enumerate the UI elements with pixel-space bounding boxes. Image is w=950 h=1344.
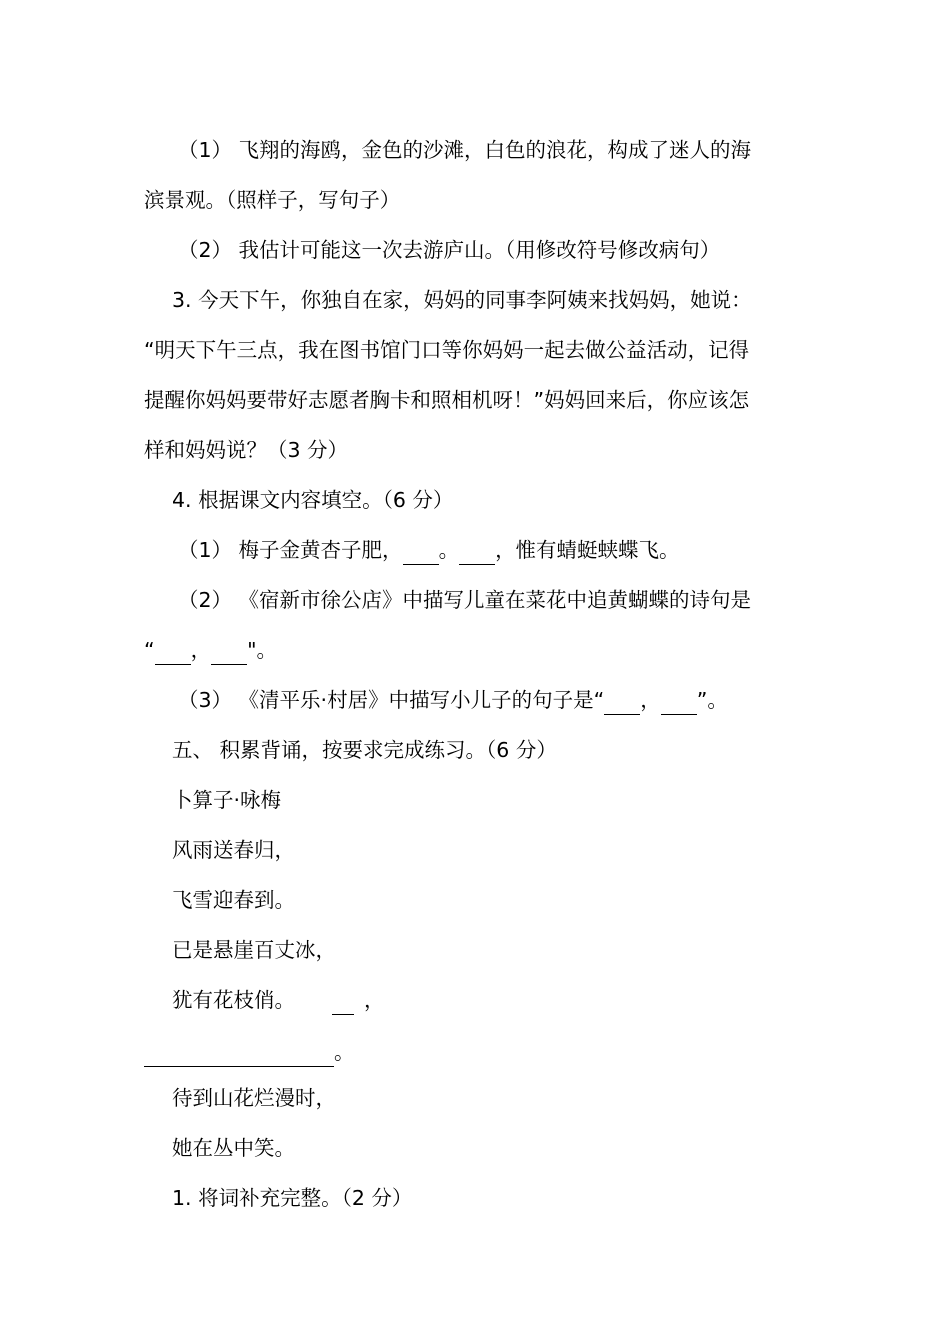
text-segment: 。 bbox=[438, 538, 460, 562]
text-segment: ， bbox=[640, 688, 661, 712]
question-3: 3. 今天下午，你独自在家，妈妈的同事李阿姨来找妈妈，她说： bbox=[172, 288, 752, 312]
poem-line bbox=[144, 1038, 355, 1067]
poem-line: 待到山花烂漫时， bbox=[172, 1086, 336, 1110]
poem-line: 已是悬崖百丈冰， bbox=[172, 938, 336, 962]
text-segment: （3） 《清平乐·村居》中描写小儿子的句子是“ bbox=[178, 688, 605, 712]
question-1: 1. 将词补充完整。（2 分） bbox=[172, 1186, 413, 1210]
poem-title: 卜算子·咏梅 bbox=[172, 788, 282, 812]
answer-blank[interactable] bbox=[604, 686, 640, 715]
answer-blank[interactable] bbox=[144, 1038, 334, 1067]
question-4: 4. 根据课文内容填空。（6 分） bbox=[172, 488, 454, 512]
text-line: （2） 《宿新市徐公店》中描写儿童在菜花中追黄蝴蝶的诗句是 bbox=[178, 588, 752, 612]
text-segment: “ bbox=[144, 638, 155, 662]
fill-in-line bbox=[144, 636, 277, 665]
text-segment: ， bbox=[190, 638, 212, 662]
answer-blank[interactable] bbox=[155, 636, 191, 665]
answer-blank[interactable] bbox=[403, 536, 439, 565]
text-line: “明天下午三点，我在图书馆门口等你妈妈一起去做公益活动，记得 bbox=[144, 338, 750, 362]
poem-line bbox=[172, 986, 385, 1015]
poem-line: 风雨送春归， bbox=[172, 838, 295, 862]
text-segment: "。 bbox=[247, 638, 278, 662]
fill-in-line bbox=[178, 536, 680, 565]
text-segment: 犹有花枝俏。 bbox=[172, 988, 295, 1012]
text-line: （1） 飞翔的海鸥，金色的沙滩，白色的浪花，构成了迷人的海 bbox=[178, 138, 752, 162]
answer-blank[interactable] bbox=[332, 986, 354, 1015]
answer-blank[interactable] bbox=[211, 636, 247, 665]
fill-in-line bbox=[178, 686, 728, 715]
text-line: （2） 我估计可能这一次去游庐山。（用修改符号修改病句） bbox=[178, 238, 721, 262]
text-segment: （1） 梅子金黄杏子肥， bbox=[178, 538, 403, 562]
text-segment: ，惟有蜻蜓蛱蝶飞。 bbox=[495, 538, 680, 562]
text-line: 提醒你妈妈要带好志愿者胸卡和照相机呀！”妈妈回来后，你应该怎 bbox=[144, 388, 750, 412]
text-segment: ， bbox=[364, 988, 385, 1012]
text-line: 滨景观。（照样子，写句子） bbox=[144, 188, 401, 212]
answer-blank[interactable] bbox=[661, 686, 697, 715]
poem-line: 飞雪迎春到。 bbox=[172, 888, 295, 912]
text-line: 样和妈妈说？（3 分） bbox=[144, 438, 349, 462]
poem-line: 她在丛中笑。 bbox=[172, 1136, 295, 1160]
section-5-heading: 五、 积累背诵，按要求完成练习。（6 分） bbox=[172, 738, 557, 762]
answer-blank[interactable] bbox=[459, 536, 495, 565]
text-segment: ”。 bbox=[696, 688, 728, 712]
text-segment: 。 bbox=[334, 1040, 355, 1064]
